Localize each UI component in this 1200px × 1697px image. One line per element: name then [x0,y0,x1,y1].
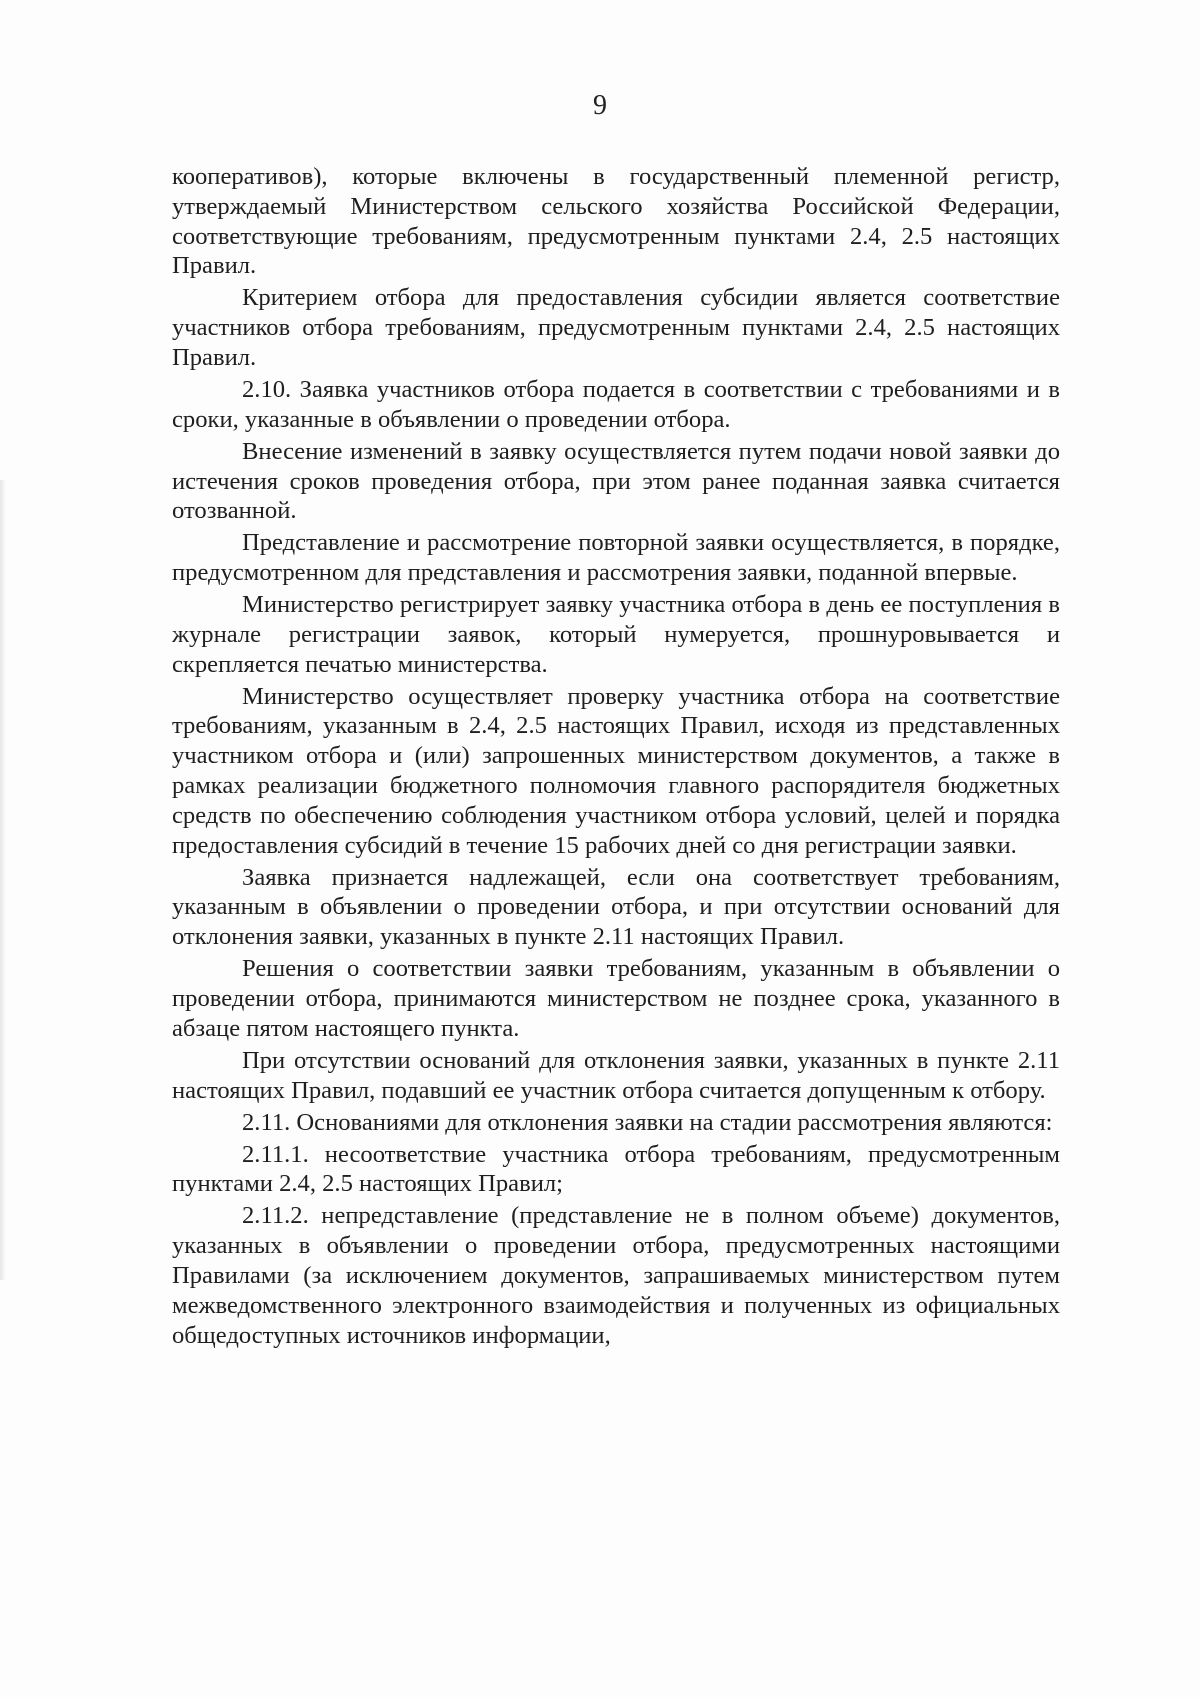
paragraph-2-11: 2.11. Основаниями для отклонения заявки на стадии рассмотрения являются: [242,1108,1053,1136]
paragraph-2-10: 2.10. Заявка участников отбора подается в соответствии с требованиями и в сроки, указанные в объявлении о проведении отбора. [172,375,1060,433]
paragraph-continuation: кооперативов), которые включены в государственный племенной регистр, утверждаемый Министерством сельского хозяйства Российской Федерации, соответствующие требованиям, предусмотренным пунктами 2.4, 2.5 настоящих Правил. [172,163,1060,280]
paragraph-proper-application: Заявка признается надлежащей, если она соответствует требованиям, указанным в объявлении о проведении отбора, и при отсутствии оснований для отклонения заявки, указанных в пункте 2.11 настоящих Правил. [172,863,1060,951]
paragraph-amendments: Внесение изменений в заявку осуществляется путем подачи новой заявки до истечения сроков проведения отбора, при этом ранее поданная заявка считается отозванной. [172,437,1060,525]
paragraph-repeat-application: Представление и рассмотрение повторной заявки осуществляется, в порядке, предусмотренном для представления и рассмотрения заявки, поданной впервые. [172,529,1060,587]
paragraph-decisions: Решения о соответствии заявки требованиям, указанным в объявлении о проведении отбора, принимаются министерством не позднее срока, указанного в абзаце пятом настоящего пункта. [172,955,1060,1042]
paragraph-verification: Министерство осуществляет проверку участника отбора на соответствие требованиям, указанным в 2.4, 2.5 настоящих Правил, исходя из представленных участником отбора и (или) запрошенных министерством документов, а также в рамках реализации бюджетного полномочия главного распорядителя бюджетных средств по обеспечению соблюдения участником отбора условий, целей и порядка предоставления субсидий в течение 15 рабочих дней со дня регистрации заявки. [172,682,1060,859]
scan-edge-shadow [0,480,6,1280]
page-number: 9 [593,90,607,121]
paragraph-2-11-2: 2.11.2. непредставление (представление не в полном объеме) документов, указанных в объявлении о проведении отбора, предусмотренных настоящими Правилами (за исключением документов, запрашиваемых министерством путем межведомственного электронного взаимодействия и полученных из официальных общедоступных источников информации, [172,1202,1060,1349]
paragraph-selection-criterion: Критерием отбора для предоставления субсидии является соответствие участников отбора требованиям, предусмотренным пунктами 2.4, 2.5 настоящих Правил. [172,284,1060,371]
document-body [172,162,1060,1353]
paragraph-2-11-1: 2.11.1. несоответствие участника отбора требованиям, предусмотренным пунктами 2.4, 2.5 настоящих Правил; [172,1140,1060,1198]
paragraph-registration: Министерство регистрирует заявку участника отбора в день ее поступления в журнале регистрации заявок, который нумеруется, прошнуровывается и скрепляется печатью министерства. [172,591,1060,678]
paragraph-admission: При отсутствии оснований для отклонения заявки, указанных в пункте 2.11 настоящих Правил, подавший ее участник отбора считается допущенным к отбору. [172,1046,1060,1104]
